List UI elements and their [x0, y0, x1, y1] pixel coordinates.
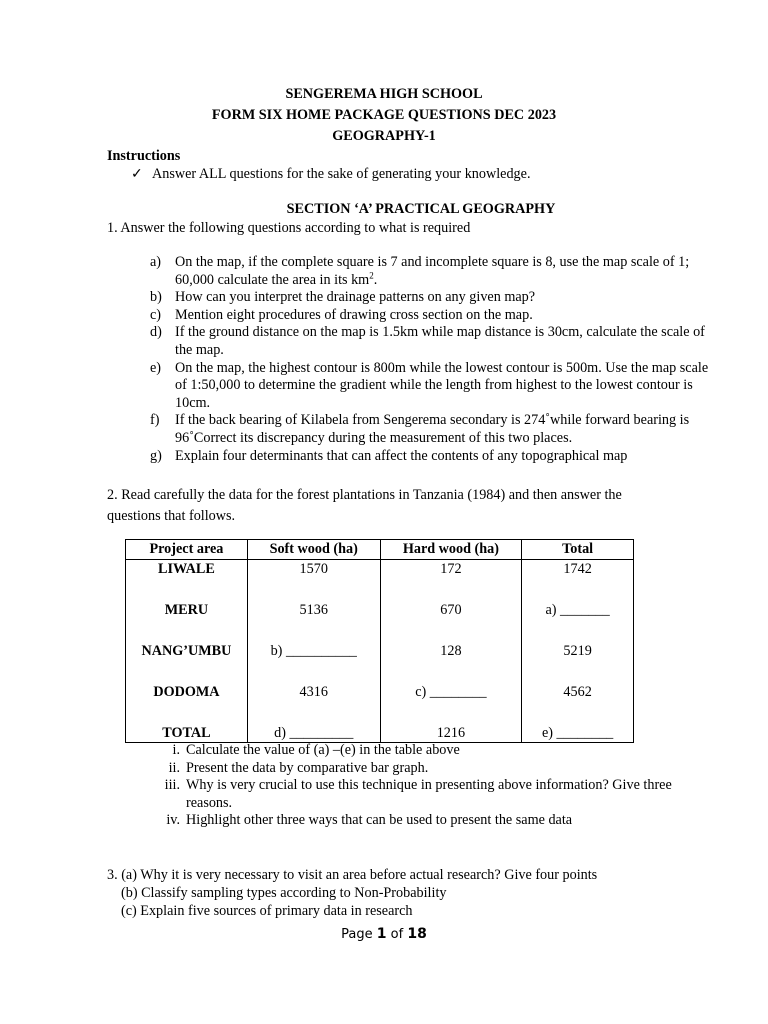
page-total: 18	[407, 926, 427, 942]
list-item	[160, 742, 680, 760]
item-text: Explain four determinants that can affect the contents of any topographical map	[175, 447, 628, 464]
table-row	[126, 684, 634, 725]
of-word: of	[390, 927, 404, 942]
page-word: Page	[341, 927, 373, 942]
school-name: SENGEREMA HIGH SCHOOL	[285, 86, 483, 102]
table-cell: b) __________	[247, 643, 380, 684]
list-item	[150, 360, 710, 413]
page-footer	[0, 926, 768, 942]
question-3c: (c) Explain five sources of primary data in research	[121, 903, 413, 919]
project-area-cell: LIWALE	[126, 560, 248, 603]
item-label: f)	[150, 412, 160, 429]
instruction-text: Answer ALL questions for the sake of generating your knowledge.	[152, 166, 531, 182]
table-row	[126, 643, 634, 684]
question-2-stem-line2: questions that follows.	[107, 508, 236, 524]
table-header-row	[126, 540, 634, 560]
project-area-cell: TOTAL	[126, 725, 248, 743]
item-label: i.	[172, 742, 180, 758]
question-2-stem-line1: 2. Read carefully the data for the forest plantations in Tanzania (1984) and then answer the	[107, 487, 622, 503]
table-row	[126, 560, 634, 603]
table-cell: 1570	[247, 560, 380, 603]
item-text: How can you interpret the drainage patterns on any given map?	[175, 289, 536, 306]
item-text: If the ground distance on the map is 1.5km while map distance is 30cm, calculate the scale of the map.	[175, 324, 705, 358]
project-area-cell: NANG’UMBU	[126, 643, 248, 684]
item-text: On the map, the highest contour is 800m while the lowest contour is 500m. Use the map scale of 1:50,000 to determine the gradient while the length from highest to the lowest contour is 10cm.	[175, 359, 709, 411]
item-label: b)	[150, 289, 162, 306]
item-text: On the map, if the complete square is 7 and incomplete square is 8, use the map scale of 1; 60,000 calculate the area in its km	[175, 254, 690, 288]
column-header: Total	[522, 540, 634, 560]
list-item	[160, 812, 680, 830]
item-label: d)	[150, 324, 162, 341]
item-text: If the back bearing of Kilabela from Sengerema secondary is 274˚while forward bearing is 96˚Correct its discrepancy during the measurement of this two places.	[175, 412, 690, 446]
item-label: c)	[150, 306, 162, 323]
question-1-list	[150, 254, 710, 465]
column-header: Hard wood (ha)	[380, 540, 522, 560]
question-3a: 3. (a) Why it is very necessary to visit an area before actual research? Give four points	[107, 867, 598, 883]
list-item	[150, 289, 710, 307]
list-item	[150, 448, 710, 466]
table-cell: e) ________	[522, 725, 634, 743]
list-item	[150, 254, 710, 289]
table-cell: 128	[380, 643, 522, 684]
item-label: a)	[150, 254, 162, 270]
table-cell: 4562	[522, 684, 634, 725]
list-item	[150, 307, 710, 325]
table-cell: 172	[380, 560, 522, 603]
table-cell: 5136	[247, 602, 380, 643]
package-title: FORM SIX HOME PACKAGE QUESTIONS DEC 2023	[211, 107, 557, 123]
item-label: ii.	[168, 759, 180, 776]
forest-plantation-table	[125, 539, 634, 743]
item-text: Why is very crucial to use this technique in presenting above information? Give three reasons.	[186, 777, 672, 811]
project-area-cell: MERU	[126, 602, 248, 643]
item-label: iii.	[164, 777, 180, 794]
item-text-end: .	[373, 271, 378, 288]
table-cell: 5219	[522, 643, 634, 684]
item-text: Mention eight procedures of drawing cross section on the map.	[175, 306, 533, 323]
question-3b: (b) Classify sampling types according to Non-Probability	[121, 885, 447, 901]
column-header: Project area	[126, 540, 248, 560]
instructions-heading: Instructions	[107, 148, 181, 164]
page-number: 1	[376, 926, 387, 942]
list-item	[150, 324, 710, 359]
list-item	[150, 412, 710, 447]
item-text: Highlight other three ways that can be used to present the same data	[186, 812, 573, 829]
item-label: iv.	[166, 812, 180, 829]
item-text: Calculate the value of (a) –(e) in the table above	[186, 742, 460, 758]
table-cell: d) _________	[247, 725, 380, 743]
table-row	[126, 725, 634, 743]
section-a-title: SECTION ‘A’ PRACTICAL GEOGRAPHY	[286, 201, 556, 217]
list-item	[160, 777, 680, 812]
table-cell: c) ________	[380, 684, 522, 725]
list-item	[160, 760, 680, 778]
project-area-cell: DODOMA	[126, 684, 248, 725]
table-row	[126, 602, 634, 643]
item-label: e)	[150, 359, 162, 376]
checkmark-icon: ✓	[131, 166, 143, 182]
table-cell: 4316	[247, 684, 380, 725]
column-header: Soft wood (ha)	[247, 540, 380, 560]
table-cell: 1742	[522, 560, 634, 603]
table-cell: 670	[380, 602, 522, 643]
question-1-stem: 1. Answer the following questions according to what is required	[107, 220, 471, 236]
table-cell: a) _______	[522, 602, 634, 643]
item-text: Present the data by comparative bar graph.	[186, 759, 429, 776]
table-cell: 1216	[380, 725, 522, 743]
question-2-subquestions	[160, 742, 680, 830]
item-label: g)	[150, 447, 162, 464]
subject-title: GEOGRAPHY-1	[332, 128, 436, 144]
superscript: 2	[369, 269, 374, 280]
